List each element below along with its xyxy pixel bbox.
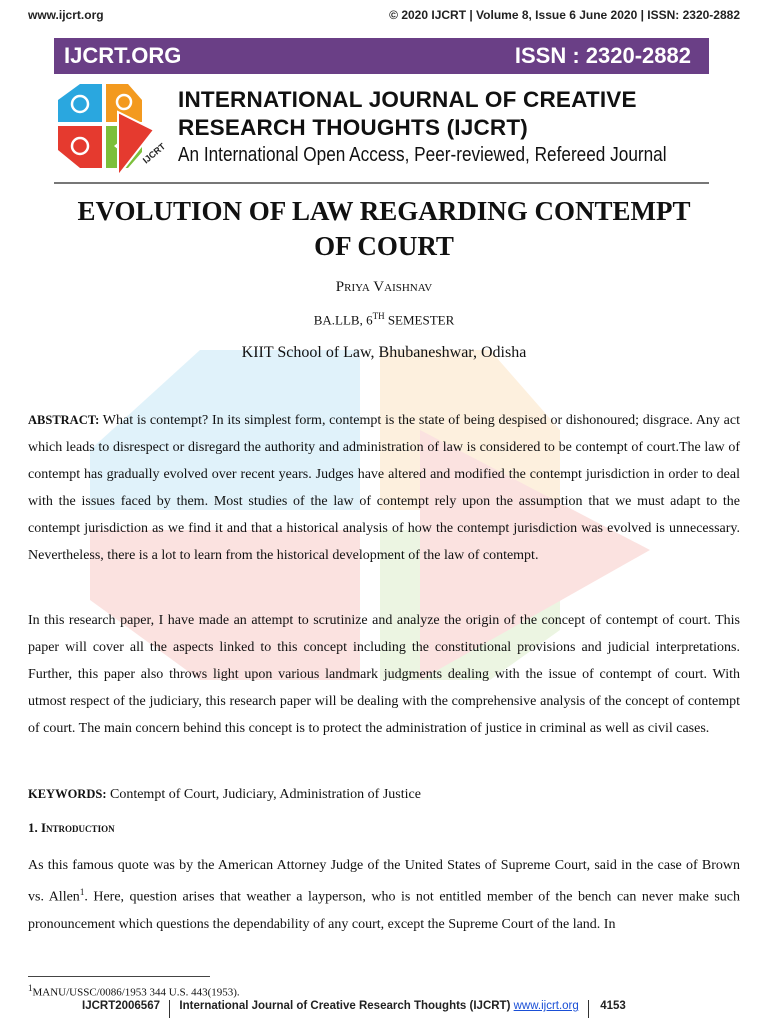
keywords-text: Contempt of Court, Judiciary, Administration of Justice [106,787,421,802]
journal-title-line2: RESEARCH THOUGHTS (IJCRT) [178,115,529,140]
issue-info: © 2020 IJCRT | Volume 8, Issue 6 June 2020 | ISSN: 2320-2882 [389,8,740,22]
author-degree [0,311,768,328]
footnote-text: MANU/USSC/0086/1953 344 U.S. 443(1953). [32,986,240,999]
site-url[interactable]: www.ijcrt.org [28,8,104,22]
logo-text: IJCRT [140,141,168,166]
ijcrt-logo [50,80,172,180]
abstract-paragraph [28,407,740,569]
journal-title-line1: INTERNATIONAL JOURNAL OF CREATIVE [178,87,637,112]
page-number: 4153 [600,1000,626,1012]
author-affiliation: KIIT School of Law, Bhubaneshwar, Odisha [241,344,527,361]
degree-suffix: SEMESTER [384,312,455,328]
footer-paper-id: IJCRT2006567 [82,1000,160,1012]
page-footer [82,1000,626,1018]
intro-text-part2: . Here, question arises that weather a layperson, who is not entitled member of the bench can never make such pronouncement which questions the dependability of any court, except the Supreme Court of the land. In [28,889,741,932]
keywords-label: KEYWORDS: [28,787,107,801]
author-name: Priya Vaishnav [335,279,433,295]
degree-prefix: BA.LLB, 6 [313,312,373,328]
keywords-line [28,781,740,808]
body-paragraph-2: In this research paper, I have made an attempt to scrutinize and analyze the origin of the concept of contempt of court. This paper will cover all the aspects linked to this concept including the constitutional provisions and judicial interpretations. Further, this paper also throws light upon various landmark judgments dealing with the issue of contempt of court. With utmost respect of the judiciary, this research paper will be dealing with the comprehensive analysis of the concept of contempt of court. The main concern behind this concept is to protect the administration of justice in criminal as well as civil cases. [28,613,740,736]
footnote [28,983,240,999]
header-divider [54,182,709,184]
footer-separator [169,1000,170,1018]
journal-banner [54,38,709,74]
banner-site-label: IJCRT.ORG [64,43,182,68]
journal-title [178,86,718,142]
paper-title-line1: EVOLUTION OF LAW REGARDING CONTEMPT [77,196,691,226]
running-header [28,8,740,24]
footnote-divider [28,976,210,977]
footer-separator [588,1000,589,1018]
footer-journal-name: International Journal of Creative Research Thoughts (IJCRT) [179,1000,511,1012]
journal-subtitle: An International Open Access, Peer-reviewed, Refereed Journal [178,144,667,166]
section-heading-introduction [28,820,115,836]
abstract-label: ABSTRACT: [28,413,100,427]
degree-superscript: TH [372,311,385,321]
paper-title [30,194,738,264]
intro-paragraph [28,852,740,938]
intro-text-part1: As this famous quote was by the American Attorney Judge of the United States of Supreme Court, said in the case of Brown vs. Allen [28,858,740,905]
intro-heading-text: Introduction [41,820,115,835]
footnote-mark: 1 [28,983,33,993]
intro-number: 1. [28,820,41,835]
paper-title-line2: OF COURT [314,231,454,261]
footer-url-link[interactable]: www.ijcrt.org [513,1000,579,1012]
abstract-text: What is contempt? In its simplest form, contempt is the state of being despised or dishonoured; disgrace. Any act which leads to disrespect or disregard the authority and administration of law is considered to be contempt of court.The law of contempt has gradually evolved over recent years. Judges have altered and modified the contempt jurisdiction in order to deal with the issues faced by them. Most studies of the law of contempt rely upon the assumption that we must adapt to the contempt jurisdiction as we find it and that a historical analysis of how the contempt jurisdiction was evolved is unnecessary. Nevertheless, there is a lot to learn from the historical development of the law of contempt. [28,413,740,563]
footnote-reference[interactable]: 1 [79,887,85,897]
banner-issn: ISSN : 2320-2882 [514,43,691,68]
